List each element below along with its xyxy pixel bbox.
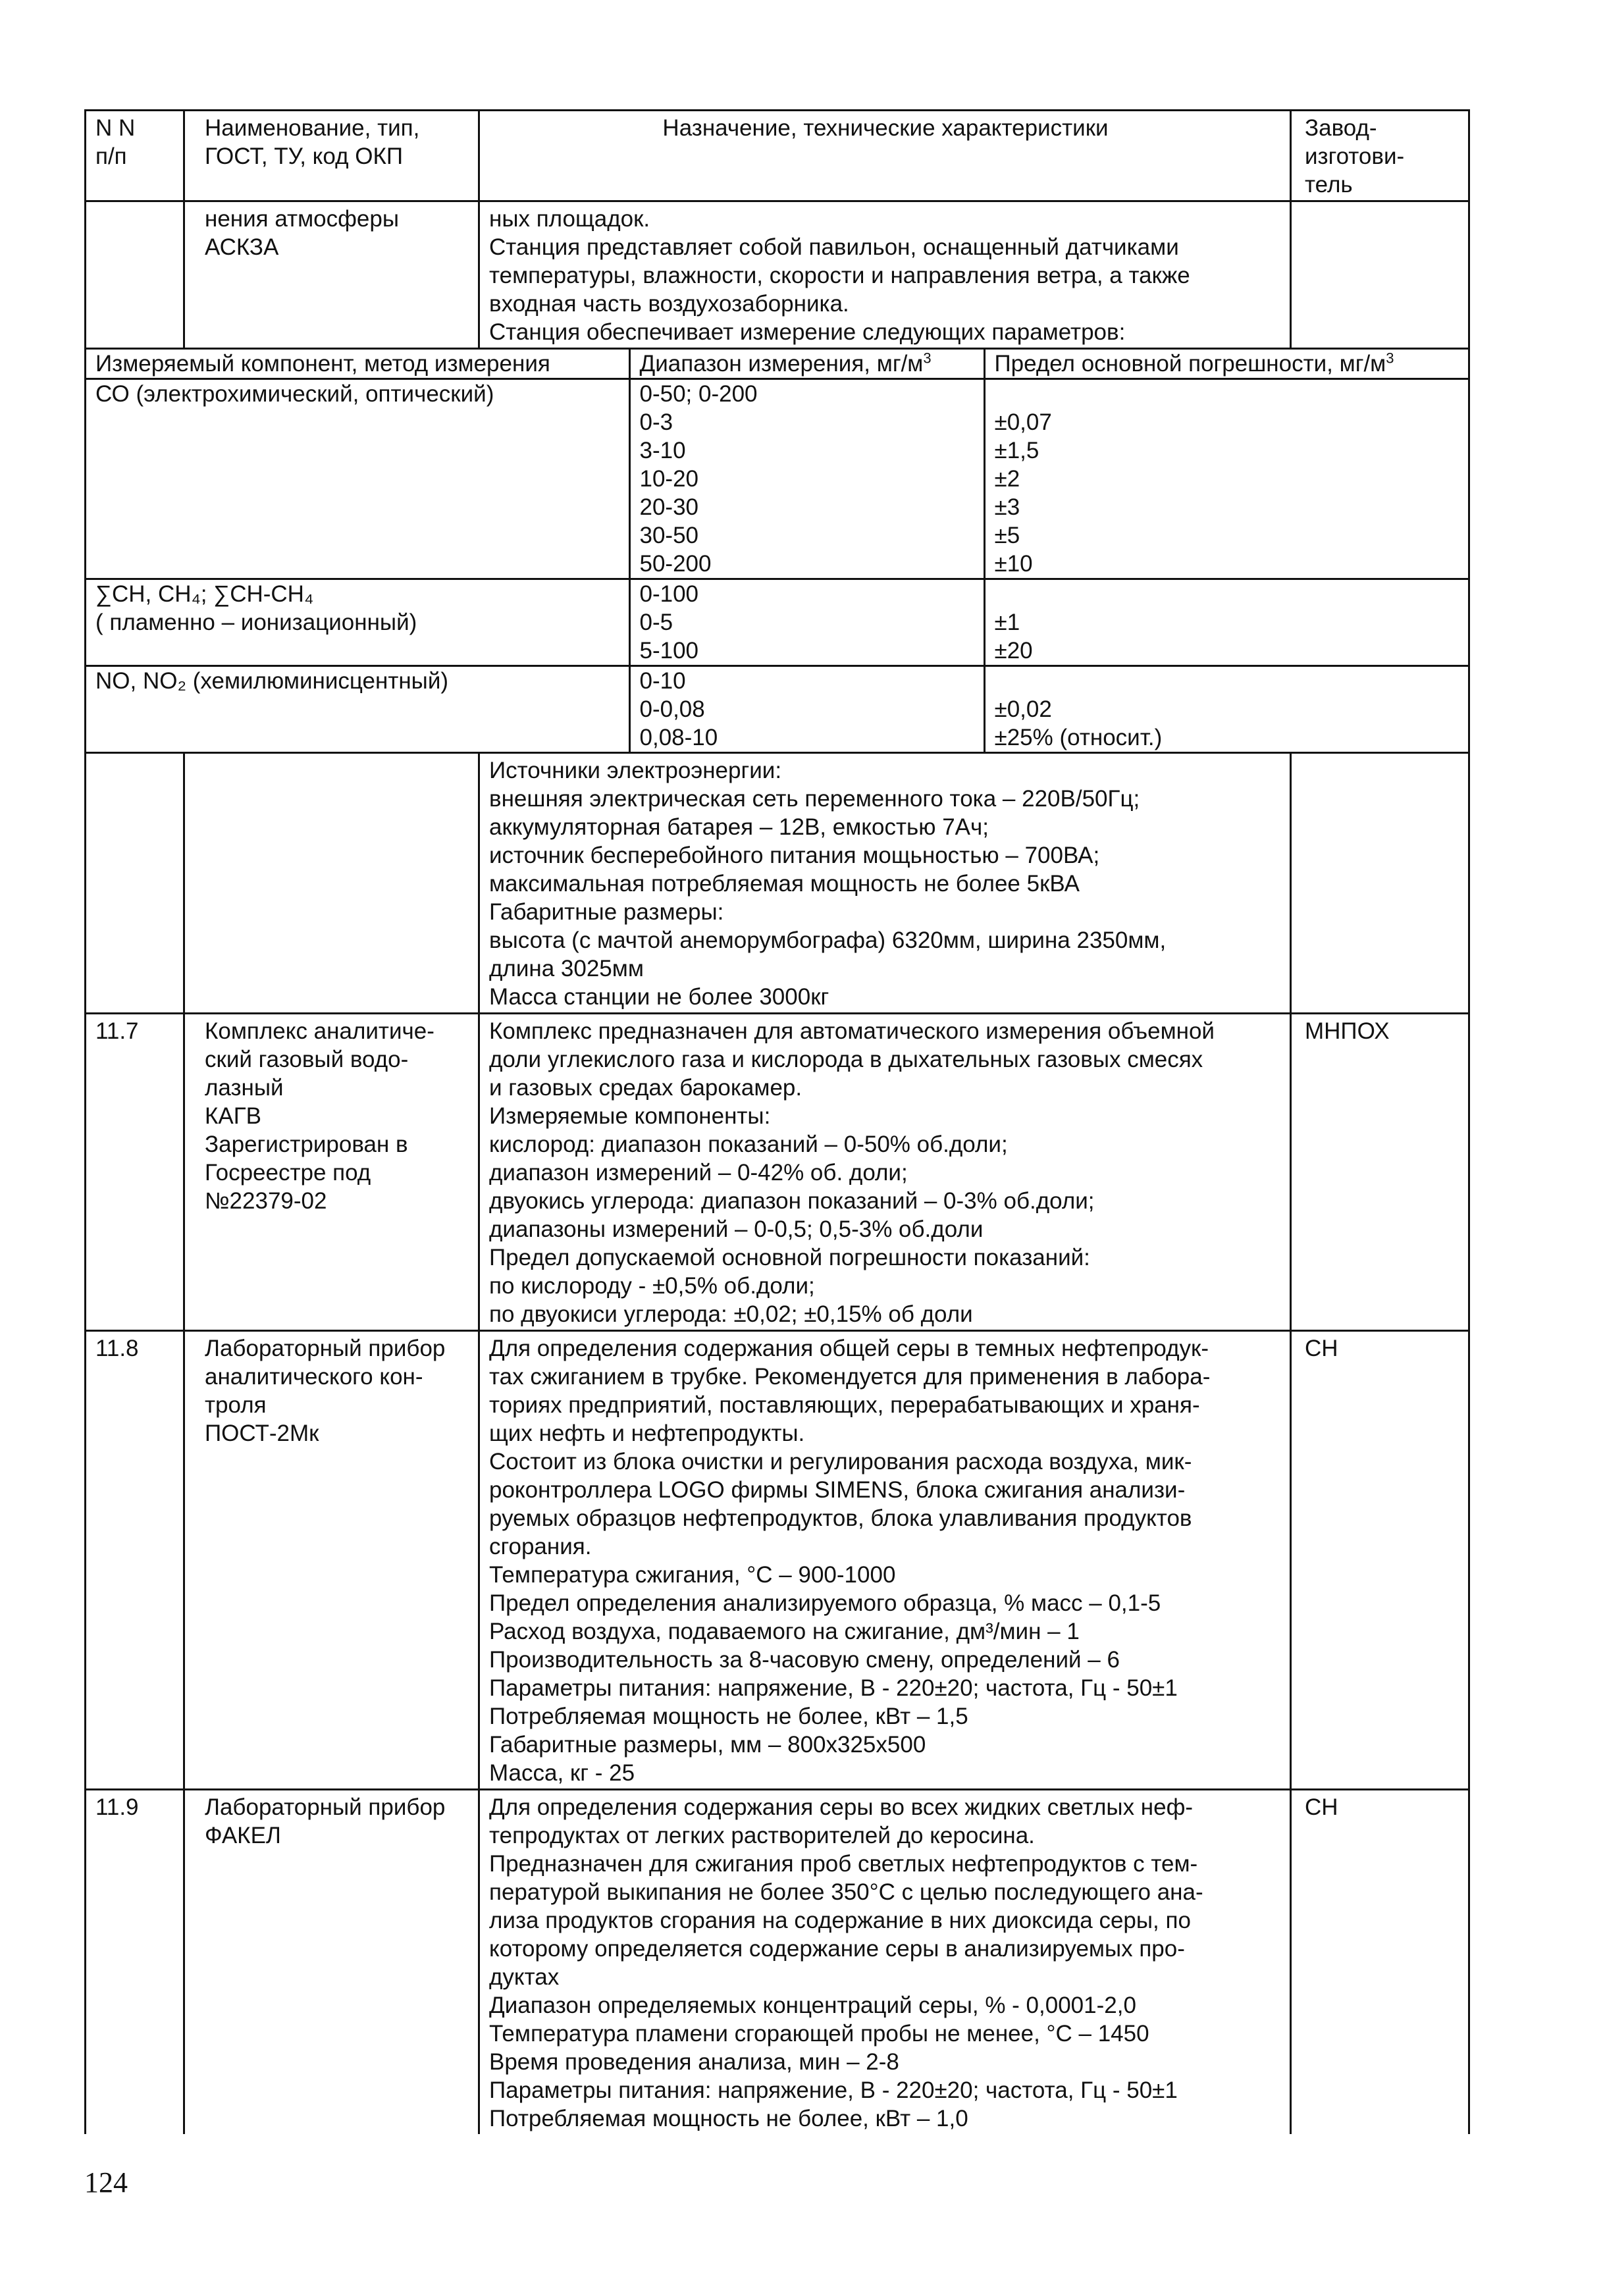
desc-line: аккумуляторная батарея – 12В, емкостью 7Ач; <box>489 814 989 840</box>
desc-line: Для определения содержания общей серы в темных нефтепродук- <box>489 1336 1209 1361</box>
name-line: ФАКЕЛ <box>205 1823 281 1848</box>
error-cell <box>984 666 1468 752</box>
desc-line: роконтроллера LOGO фирмы SIMENS, блока сжигания анализи- <box>489 1477 1186 1503</box>
table-row-11-9 <box>86 1790 1469 2135</box>
header-name-line: Наименование, тип, <box>205 115 420 141</box>
maker-text: СН <box>1305 1336 1338 1361</box>
header-maker <box>1291 111 1469 201</box>
row-name <box>184 1331 479 1790</box>
component-cell <box>86 579 629 666</box>
measurement-cell <box>86 349 1469 753</box>
range-value: 10-20 <box>639 466 699 492</box>
header-num-line: п/п <box>95 144 127 169</box>
range-value: 50-200 <box>639 551 712 577</box>
measure-header-range-text: Диапазон измерения, мг/м <box>639 351 924 377</box>
measure-header-component <box>86 350 629 379</box>
desc-line: входная часть воздухозаборника. <box>489 291 849 317</box>
header-maker-line: Завод- <box>1305 115 1377 141</box>
range-value: 0-5 <box>639 610 673 635</box>
desc-line: тах сжиганием в трубке. Рекомендуется для применения в лабора- <box>489 1364 1211 1390</box>
error-cell <box>984 379 1468 579</box>
desc-line: щих нефть и нефтепродукты. <box>489 1421 805 1446</box>
name-line: Лабораторный прибор <box>205 1794 446 1820</box>
error-value: ±20 <box>994 638 1033 664</box>
component-text: NO, NO₂ (хемилюминисцентный) <box>95 668 449 694</box>
error-value: ±1 <box>994 610 1020 635</box>
row-name <box>184 201 479 349</box>
name-line: нения атмосферы <box>205 206 399 232</box>
row-num-text: 11.7 <box>95 1018 139 1044</box>
error-value: ±0,02 <box>994 696 1052 722</box>
name-line: Зарегистрирован в <box>205 1132 408 1157</box>
desc-line: кислород: диапазон показаний – 0-50% об.доли; <box>489 1132 1008 1157</box>
desc-line: и газовых средах барокамер. <box>489 1075 802 1101</box>
error-value: ±25% (относит.) <box>994 725 1163 750</box>
measure-header-error-text: Предел основной погрешности, мг/м <box>994 351 1386 377</box>
measure-header-component-text: Измеряемый компонент, метод измерения <box>95 351 550 377</box>
desc-line: двуокись углерода: диапазон показаний – 0-3% об.доли; <box>489 1188 1095 1214</box>
name-line: аналитического кон- <box>205 1364 423 1390</box>
desc-line: температуры, влажности, скорости и направления ветра, а также <box>489 263 1190 288</box>
desc-line: внешняя электрическая сеть переменного тока – 220В/50Гц; <box>489 786 1140 812</box>
error-value: ±1,5 <box>994 438 1039 463</box>
name-line: Комплекс аналитиче- <box>205 1018 434 1044</box>
desc-line: по двуокиси углерода: ±0,02; ±0,15% об доли <box>489 1301 973 1327</box>
desc-line: Температура пламени сгорающей пробы не менее, °С – 1450 <box>489 2021 1149 2047</box>
error-value: ±2 <box>994 466 1020 492</box>
row-name <box>184 1790 479 2135</box>
desc-line: Габаритные размеры, мм – 800х325х500 <box>489 1732 926 1758</box>
range-cell <box>629 579 984 666</box>
measurement-table <box>86 350 1468 752</box>
header-desc-text: Назначение, технические характеристики <box>662 115 1109 141</box>
header-desc <box>479 111 1291 201</box>
range-value: 0-3 <box>639 409 673 435</box>
desc-line: высота (с мачтой анеморумбографа) 6320мм, ширина 2350мм, <box>489 927 1167 953</box>
desc-line: по кислороду - ±0,5% об.доли; <box>489 1273 815 1299</box>
desc-line: Состоит из блока очистки и регулирования расхода воздуха, мик- <box>489 1449 1192 1474</box>
maker-text: МНПОХ <box>1305 1018 1390 1044</box>
desc-line: Потребляемая мощность не более, кВт – 1,5 <box>489 1704 968 1729</box>
maker-text: СН <box>1305 1794 1338 1820</box>
desc-line: Время проведения анализа, мин – 2-8 <box>489 2049 899 2075</box>
table-row-askza-cont <box>86 201 1469 349</box>
name-line: КАГВ <box>205 1103 262 1129</box>
error-value: ±5 <box>994 523 1020 548</box>
desc-line: источник бесперебойного питания мощьностью – 700ВА; <box>489 843 1100 868</box>
header-maker-line: тель <box>1305 172 1353 197</box>
page-number: 124 <box>84 2166 128 2199</box>
desc-line: Потребляемая мощность не более, кВт – 1,0 <box>489 2106 968 2131</box>
desc-line: Станция обеспечивает измерение следующих параметров: <box>489 319 1126 345</box>
row-maker <box>1291 201 1469 349</box>
desc-line: сгорания. <box>489 1534 592 1559</box>
range-value: 0,08-10 <box>639 725 718 750</box>
table-row-askza-power <box>86 753 1469 1014</box>
row-num <box>86 1014 184 1331</box>
row-name <box>184 753 479 1014</box>
measure-header-error <box>984 350 1468 379</box>
row-num <box>86 1331 184 1790</box>
desc-line: Габаритные размеры: <box>489 899 724 925</box>
component-text: СО (электрохимический, оптический) <box>95 381 494 407</box>
desc-line: Параметры питания: напряжение, В - 220±20; частота, Гц - 50±1 <box>489 2077 1178 2103</box>
desc-line: Комплекс предназначен для автоматического измерения объемной <box>489 1018 1215 1044</box>
error-value: ±3 <box>994 494 1020 520</box>
table-row-11-7 <box>86 1014 1469 1331</box>
error-value: ±0,07 <box>994 409 1052 435</box>
row-num-text: 11.9 <box>95 1794 139 1820</box>
desc-line: пературой выкипания не более 350°С с целью последующего ана- <box>489 1879 1203 1905</box>
row-num-text: 11.8 <box>95 1336 139 1361</box>
range-cell <box>629 379 984 579</box>
header-num-line: N N <box>95 115 136 141</box>
desc-line: лиза продуктов сгорания на содержание в них диоксида серы, по <box>489 1908 1191 1933</box>
name-line: ский газовый водо- <box>205 1047 409 1072</box>
measurement-group-ch <box>86 579 1468 666</box>
range-value: 0-50; 0-200 <box>639 381 758 407</box>
row-num <box>86 753 184 1014</box>
row-desc <box>479 1790 1291 2135</box>
error-value: ±10 <box>994 551 1033 577</box>
table-header-row <box>86 111 1469 201</box>
desc-line: Источники электроэнергии: <box>489 758 782 783</box>
desc-line: Температура сжигания, °С – 900-1000 <box>489 1562 896 1588</box>
name-line: Лабораторный прибор <box>205 1336 446 1361</box>
header-num <box>86 111 184 201</box>
row-desc <box>479 1331 1291 1790</box>
desc-line: доли углекислого газа и кислорода в дыхательных газовых смесях <box>489 1047 1203 1072</box>
range-value: 3-10 <box>639 438 686 463</box>
desc-line: Предел определения анализируемого образца, % масс – 0,1-5 <box>489 1590 1161 1616</box>
row-maker <box>1291 1331 1469 1790</box>
row-maker <box>1291 1014 1469 1331</box>
row-num <box>86 1790 184 2135</box>
component-text: ( пламенно – ионизационный) <box>95 610 417 635</box>
desc-line: диапазоны измерений – 0-0,5; 0,5-3% об.доли <box>489 1216 984 1242</box>
range-value: 0-0,08 <box>639 696 705 722</box>
name-line: №22379-02 <box>205 1188 327 1214</box>
desc-line: тепродуктах от легких растворителей до керосина. <box>489 1823 1035 1848</box>
desc-line: максимальная потребляемая мощность не более 5кВА <box>489 871 1080 897</box>
range-value: 20-30 <box>639 494 699 520</box>
header-name-line: ГОСТ, ТУ, код ОКП <box>205 144 404 169</box>
desc-line: Станция представляет собой павильон, оснащенный датчиками <box>489 234 1179 260</box>
desc-line: ториях предприятий, поставляющих, перерабатывающих и храня- <box>489 1392 1200 1418</box>
range-value: 30-50 <box>639 523 699 548</box>
desc-line: ных площадок. <box>489 206 650 232</box>
table-row-11-8 <box>86 1331 1469 1790</box>
range-value: 0-100 <box>639 581 699 607</box>
range-cell <box>629 666 984 752</box>
row-desc <box>479 201 1291 349</box>
error-cell <box>984 579 1468 666</box>
desc-line: Диапазон определяемых концентраций серы, % - 0,0001-2,0 <box>489 1993 1136 2018</box>
desc-line: Предназначен для сжигания проб светлых нефтепродуктов с тем- <box>489 1851 1198 1877</box>
name-line: троля <box>205 1392 267 1418</box>
measurement-row <box>86 349 1469 753</box>
desc-line: Предел допускаемой основной погрешности показаний: <box>489 1245 1090 1270</box>
row-maker <box>1291 753 1469 1014</box>
measure-header-range <box>629 350 984 379</box>
component-cell <box>86 379 629 579</box>
name-line: АСКЗА <box>205 234 279 260</box>
name-line: ПОСТ-2Мк <box>205 1421 319 1446</box>
measurement-header-row <box>86 350 1468 379</box>
component-text: ∑CH, CH₄; ∑CH-CH₄ <box>95 581 314 607</box>
desc-line: дуктах <box>489 1964 560 1990</box>
desc-line: диапазон измерений – 0-42% об. доли; <box>489 1160 908 1186</box>
desc-line: которому определяется содержание серы в анализируемых про- <box>489 1936 1185 1962</box>
row-num <box>86 201 184 349</box>
desc-line: Измеряемые компоненты: <box>489 1103 771 1129</box>
superscript: 3 <box>1386 350 1394 367</box>
measurement-group-co <box>86 379 1468 579</box>
row-maker <box>1291 1790 1469 2135</box>
range-value: 5-100 <box>639 638 699 664</box>
desc-line: Производительность за 8-часовую смену, определений – 6 <box>489 1647 1120 1673</box>
header-maker-line: изготови- <box>1305 144 1405 169</box>
component-cell <box>86 666 629 752</box>
range-value: 0-10 <box>639 668 686 694</box>
desc-line: Масса, кг - 25 <box>489 1760 635 1786</box>
desc-line: Масса станции не более 3000кг <box>489 984 829 1010</box>
row-desc <box>479 1014 1291 1331</box>
measurement-group-no <box>86 666 1468 752</box>
desc-line: Расход воздуха, подаваемого на сжигание, дм³/мин – 1 <box>489 1619 1080 1644</box>
name-line: Госреестре под <box>205 1160 371 1186</box>
header-name <box>184 111 479 201</box>
name-line: лазный <box>205 1075 284 1101</box>
row-desc <box>479 753 1291 1014</box>
desc-line: Параметры питания: напряжение, В - 220±20; частота, Гц - 50±1 <box>489 1675 1178 1701</box>
row-name <box>184 1014 479 1331</box>
superscript: 3 <box>923 350 932 367</box>
desc-line: руемых образцов нефтепродуктов, блока улавливания продуктов <box>489 1505 1192 1531</box>
desc-line: длина 3025мм <box>489 956 644 981</box>
desc-line: Для определения содержания серы во всех жидких светлых неф- <box>489 1794 1194 1820</box>
equipment-table <box>84 109 1470 2134</box>
